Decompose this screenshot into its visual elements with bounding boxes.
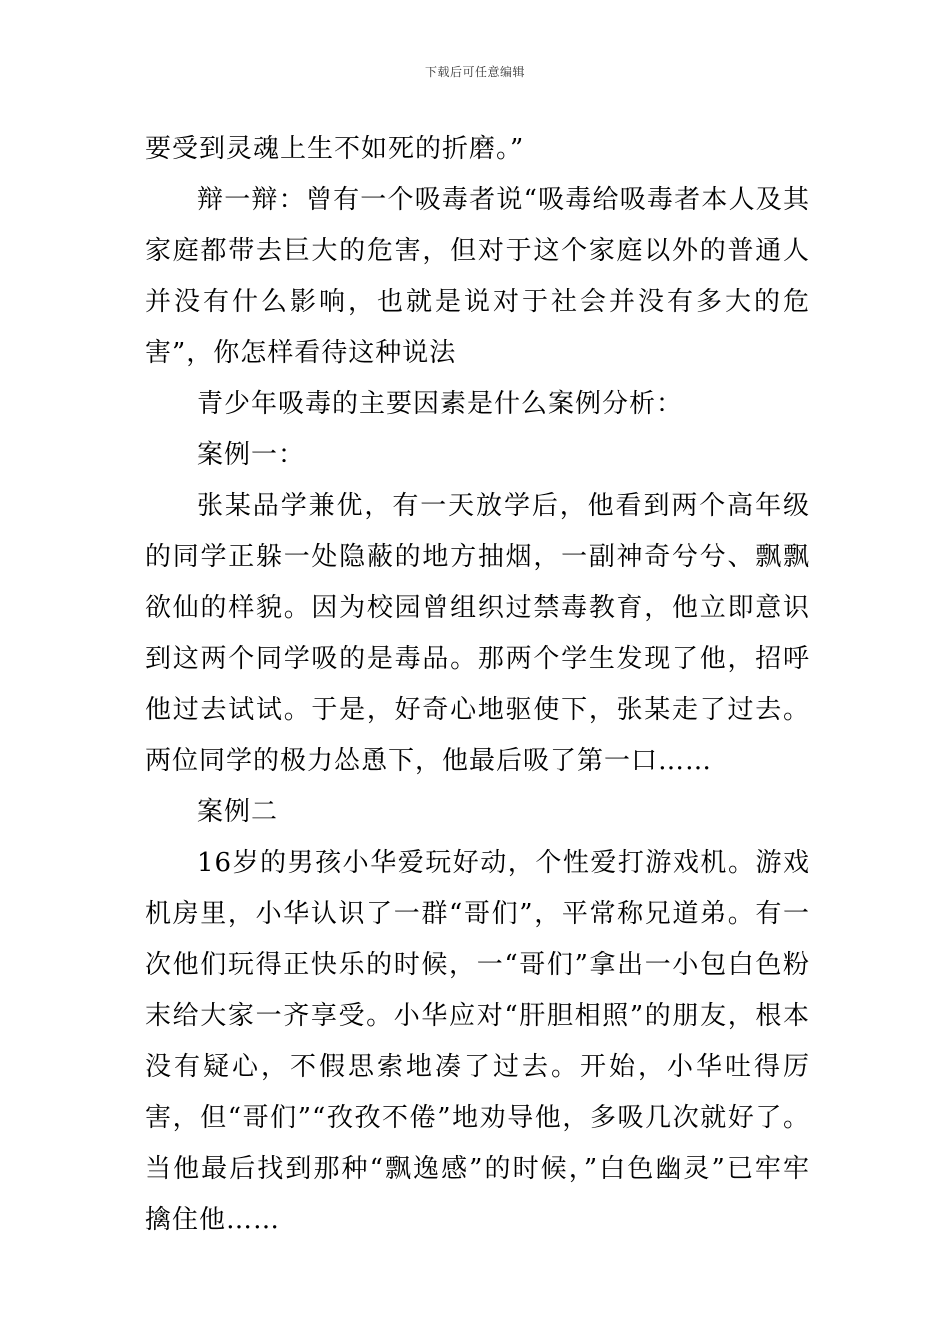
document-body [145, 124, 810, 1246]
paragraph-continuation: 要受到灵魂上生不如死的折磨。” [145, 134, 525, 164]
paragraph-debate: 辩一辩：曾有一个吸毒者说“吸毒给吸毒者本人及其家庭都带去巨大的危害，但对于这个家庭以外的普通人并没有什么影响，也就是说对于社会并没有多大的危害”，你怎样看待这种说法 [145, 185, 810, 368]
paragraph-case-one: 张某品学兼优，有一天放学后，他看到两个高年级的同学正躲一处隐蔽的地方抽烟，一副神奇兮兮、飘飘欲仙的样貌。因为校园曾组织过禁毒教育，他立即意识到这两个同学吸的是毒品。那两个学生发现了他，招呼他过去试试。于是，好奇心地驱使下，张某走了过去。两位同学的极力怂恿下，他最后吸了第一口…… [145, 491, 810, 776]
paragraph-question: 青少年吸毒的主要因素是什么案例分析： [197, 389, 684, 419]
page-header: 下载后可任意编辑 [424, 65, 525, 79]
paragraph-case-two: 16岁的男孩小华爱玩好动，个性爱打游戏机。游戏机房里，小华认识了一群“哥们”，平常称兄道弟。有一次他们玩得正快乐的时候，一“哥们”拿出一小包白色粉末给大家一齐享受。小华应对“肝胆相照”的朋友，根本没有疑心，不假思索地凑了过去。开始，小华吐得厉害，但“哥们”“孜孜不倦”地劝导他，多吸几次就好了。当他最后找到那种“飘逸感”的时候，”白色幽灵”已牢牢擒住他…… [145, 848, 810, 1235]
case-two-heading: 案例二 [197, 797, 279, 827]
case-one-heading: 案例一： [197, 440, 306, 470]
